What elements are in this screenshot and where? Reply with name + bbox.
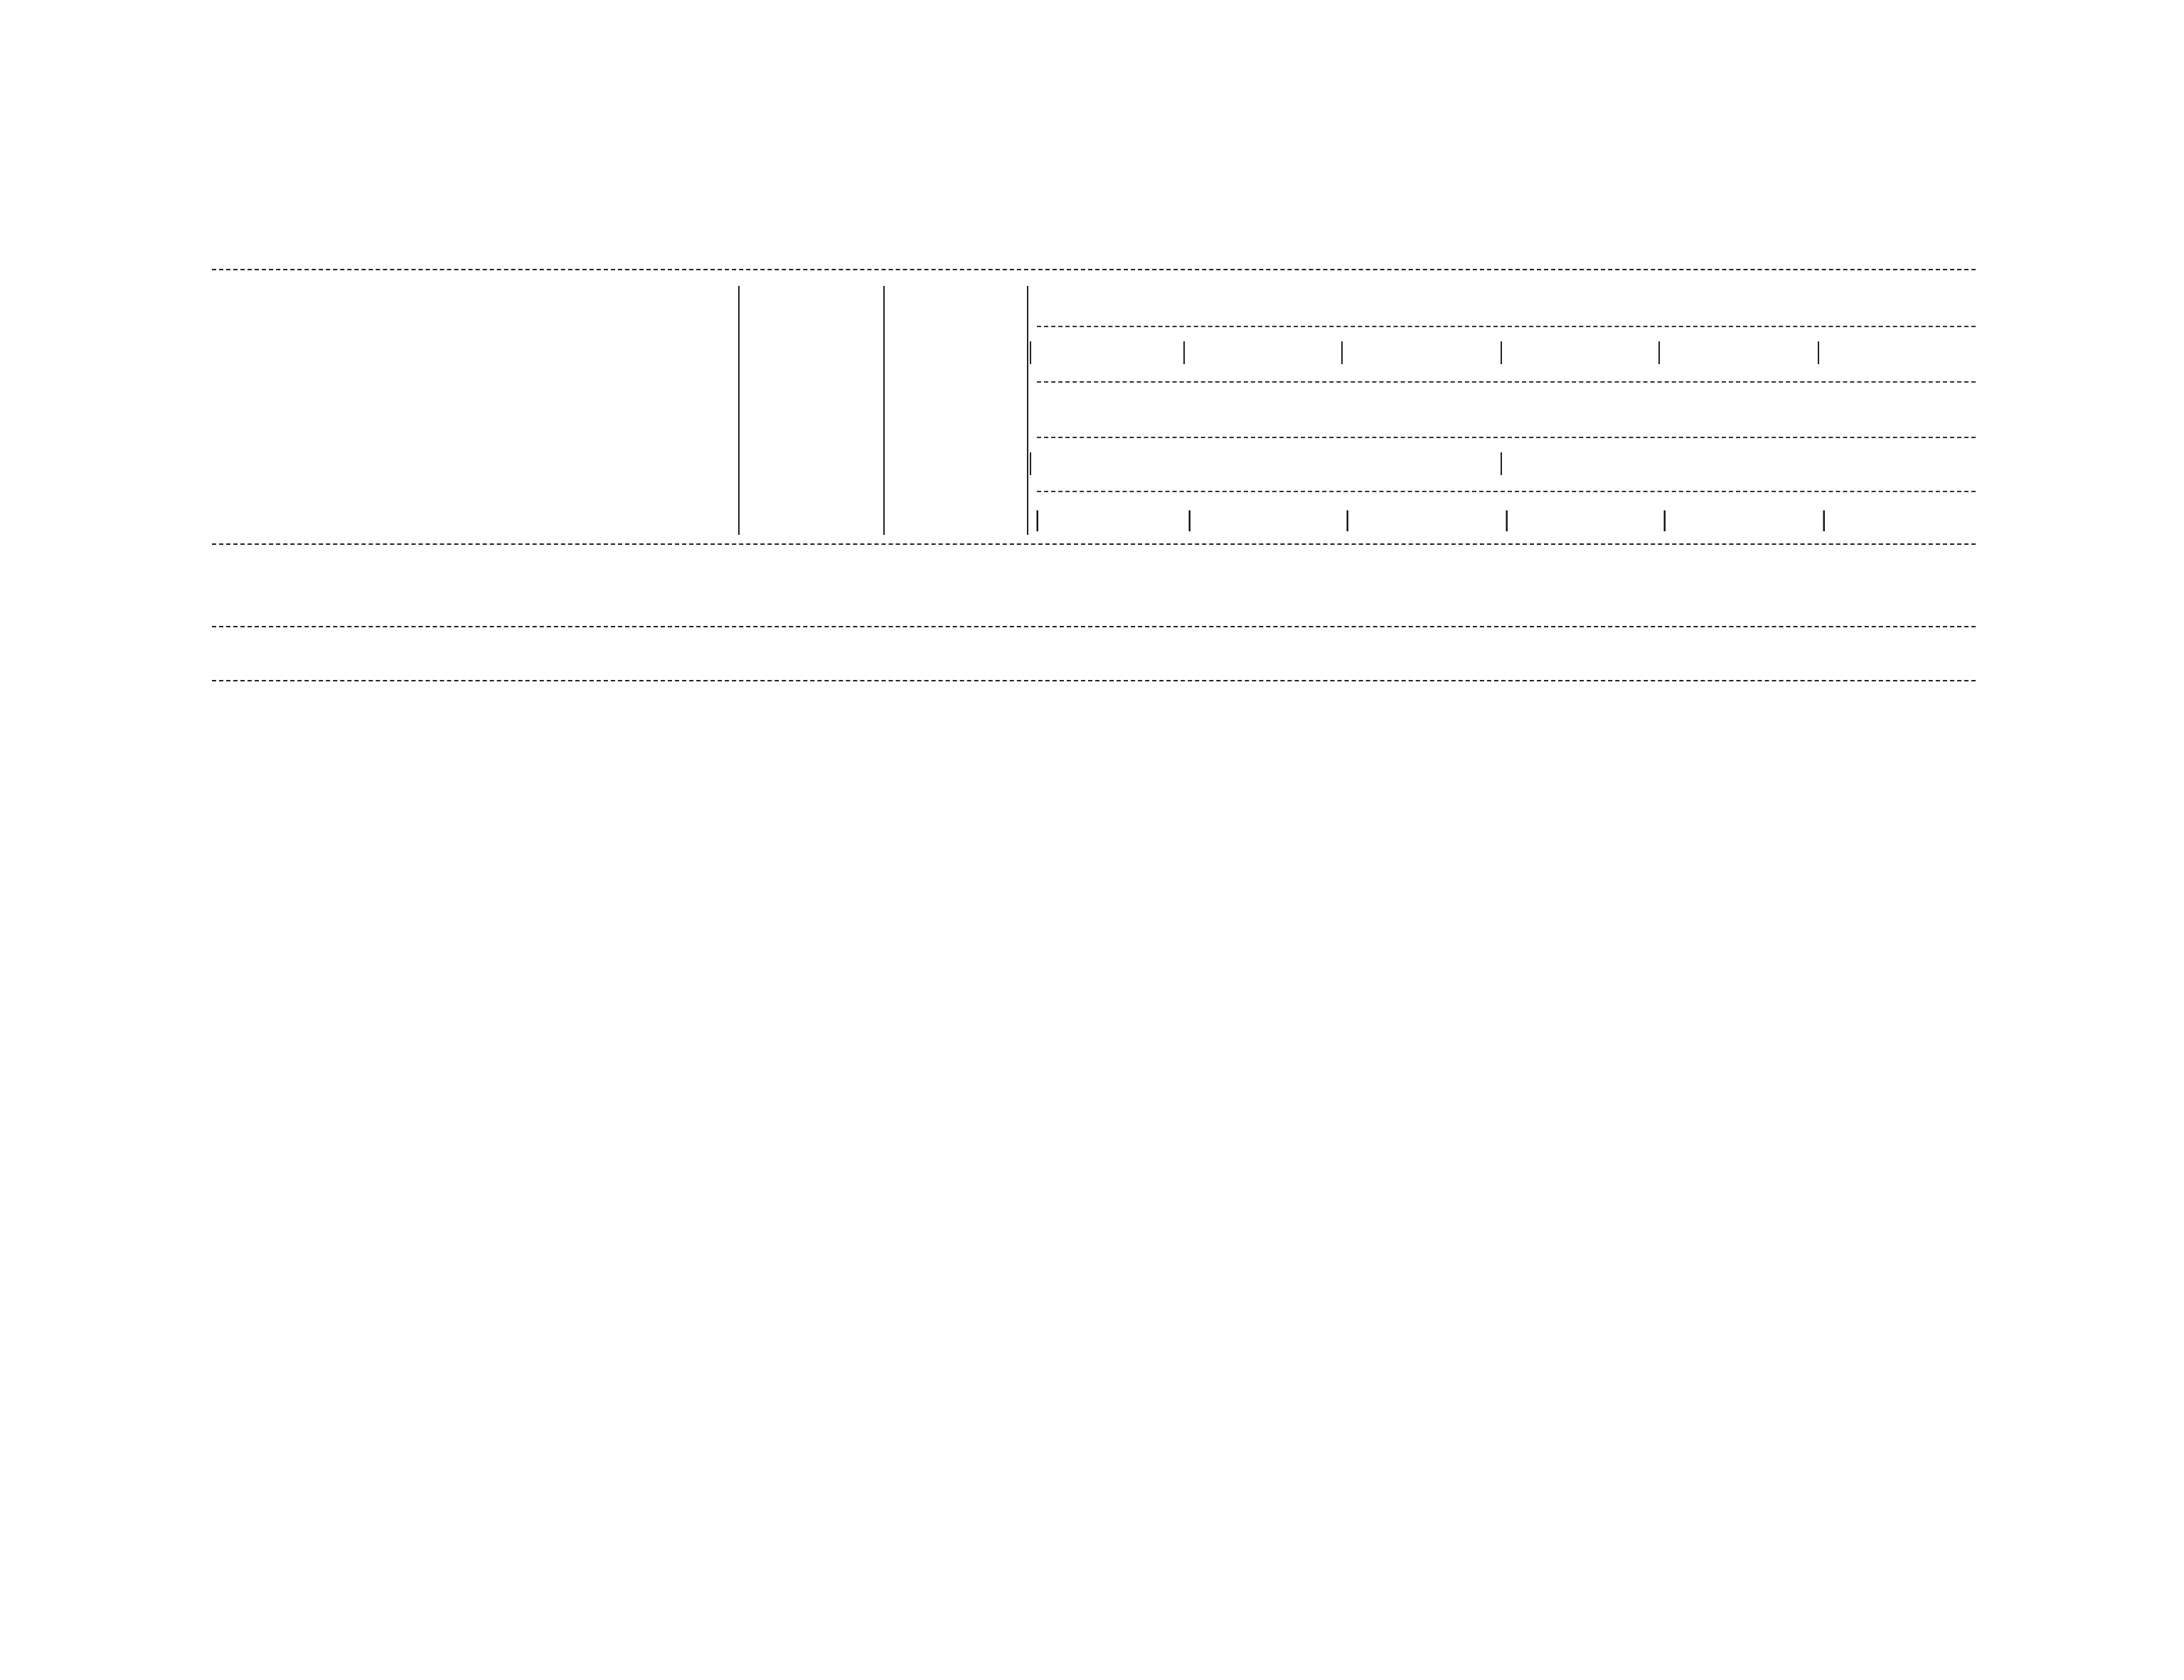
rail-p50a-bar xyxy=(1183,341,1185,364)
header-divider-unit xyxy=(1027,286,1028,535)
labor-bottom-rule xyxy=(212,626,1976,627)
header-bottom-rule xyxy=(212,543,1976,545)
rail-p43b-bar xyxy=(1818,341,1819,364)
code-col-1: | xyxy=(1031,507,1056,531)
code-col-4: | xyxy=(1501,507,1525,531)
len-25-bar xyxy=(1030,452,1031,475)
length-rule xyxy=(1037,437,1976,438)
code-col-3: | xyxy=(1341,507,1366,531)
rail-p43a-bar xyxy=(1341,341,1343,364)
len-12-bar xyxy=(1501,452,1502,475)
header-divider-code xyxy=(883,286,885,535)
rail-p65b-bar xyxy=(1501,341,1502,364)
rail-list-rule xyxy=(1037,381,1976,383)
rail-p50b-bar xyxy=(1658,341,1660,364)
table-top-rule xyxy=(212,269,1976,270)
rail-p65a-bar xyxy=(1030,341,1031,364)
rail-type-rule xyxy=(1037,326,1976,327)
code-col-6: | xyxy=(1818,507,1843,531)
header-divider-name xyxy=(738,286,740,535)
code-col-5: | xyxy=(1658,507,1683,531)
length-values-rule xyxy=(1037,491,1976,492)
machines-bottom-rule xyxy=(212,680,1976,681)
code-col-2: | xyxy=(1183,507,1208,531)
